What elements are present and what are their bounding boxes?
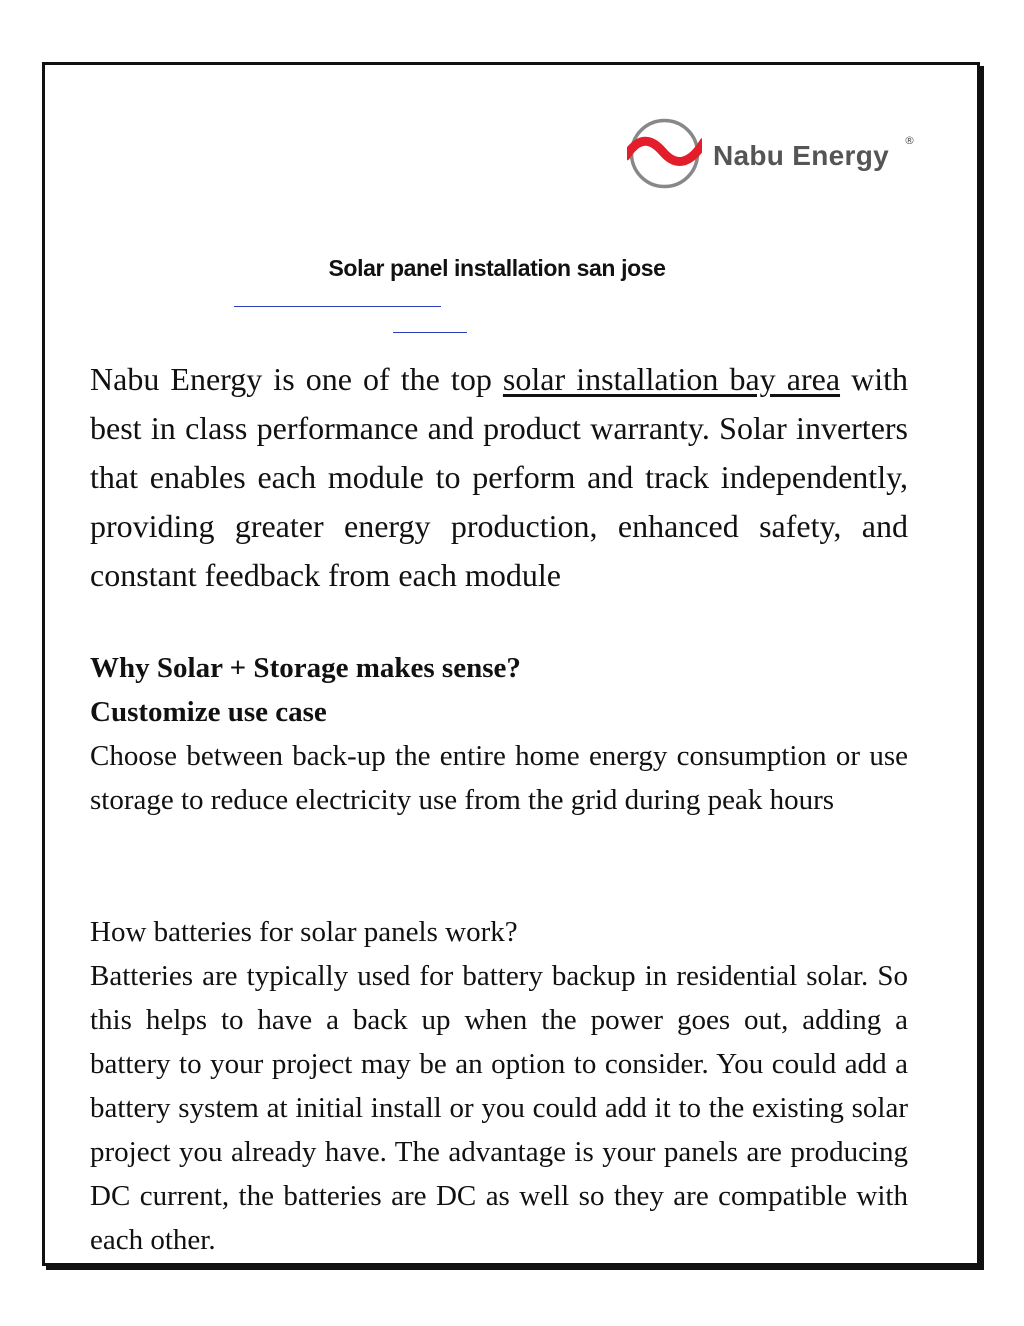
section-solar-storage [90, 646, 908, 822]
blue-underline-rule [393, 332, 467, 333]
blue-underline-rule [234, 306, 441, 307]
document-page [42, 62, 980, 1266]
intro-text-before: Nabu Energy is one of the top [90, 361, 503, 397]
section-paragraph: Choose between back-up the entire home energy consumption or use storage to reduce electricity use from the grid during peak hours [90, 740, 908, 816]
nabu-wave-logo-icon [627, 116, 702, 191]
intro-paragraph [90, 355, 908, 600]
section-subheading: Customize use case [90, 696, 327, 728]
page-title: Solar panel installation san jose [328, 255, 666, 281]
logo-wordmark: Nabu Energy [713, 140, 890, 171]
section-heading: Why Solar + Storage makes sense? [90, 652, 521, 684]
section-heading: How batteries for solar panels work? [90, 916, 518, 948]
section-batteries [90, 910, 908, 1262]
section-paragraph: Batteries are typically used for battery backup in residential solar. So this helps to have a back up when the power goes out, adding a battery to your project may be an option to consider. You could add a battery system at initial install or you could add it to the existing solar project you already have. The advantage is your panels are producing DC current, the batteries are DC as well so they are compatible with each other. [90, 960, 908, 1256]
company-logo [627, 116, 927, 191]
intro-text-after: with best in class performance and product warranty. Solar inverters that enables each module to perform and track independently, providing greater energy production, enhanced safety, and constant feedback from each module [90, 361, 909, 593]
solar-installation-link[interactable]: solar installation bay area [502, 361, 841, 397]
registered-mark: ® [904, 134, 915, 147]
